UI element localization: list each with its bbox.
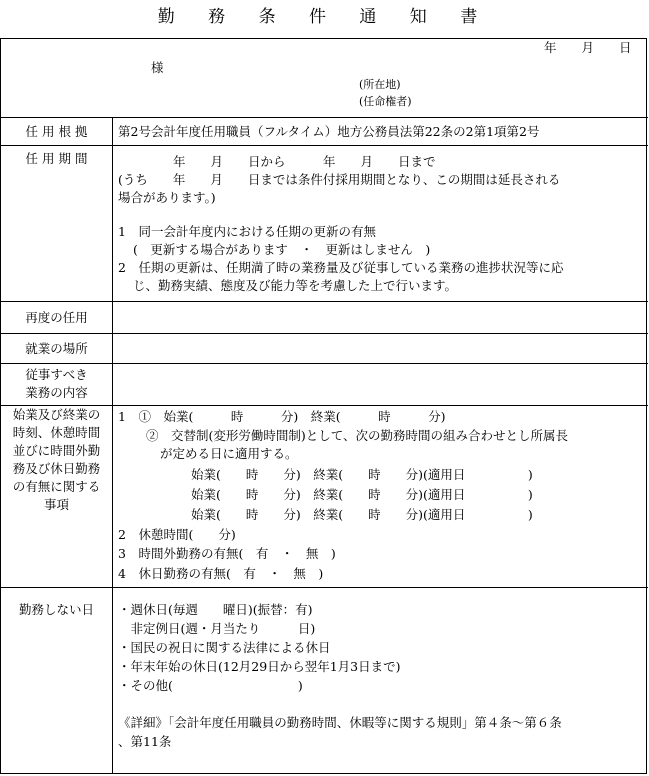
shift-system: ② 交替制(変形労働時間制)として、次の勤務時間の組み合わせとし所属長 [146, 428, 569, 443]
duties-label-1: 従事すべき [25, 367, 88, 382]
authority-label: (任命権者) [359, 95, 412, 108]
divider [1, 333, 648, 334]
break-time: 2 休憩時間( 分) [118, 527, 236, 542]
overtime-flag: 3 時間外勤務の有無( 有 ・ 無 ) [118, 546, 336, 561]
irregular-holiday: 非定例日(週・月当たり 日) [118, 621, 316, 636]
shift-row: 始業( 時 分) 終業( 時 分)(適用日 ) [191, 507, 533, 522]
period-label: 任 用 期 間 [25, 151, 88, 166]
basis-label: 任 用 根 拠 [25, 124, 88, 139]
document-title: 勤 務 条 件 通 知 書 [157, 7, 492, 27]
holiday-detail-cont: 、第11条 [118, 734, 172, 749]
recipient-suffix: 様 [151, 60, 164, 75]
hours-label-2: 時刻、休憩時間 [12, 425, 101, 440]
hours-label-3: 並びに時間外勤 [12, 443, 101, 458]
divider [1, 117, 648, 118]
basis-value: 第2号会計年度任用職員（フルタイム）地方公務員法第22条の2第1項第2号 [118, 124, 540, 139]
divider [1, 363, 648, 364]
period-range: 年 月 日から 年 月 日まで [173, 154, 436, 169]
reappointment-label: 再度の任用 [25, 310, 88, 325]
shift-row: 始業( 時 分) 終業( 時 分)(適用日 ) [191, 487, 533, 502]
fixed-hours: 1 ① 始業( 時 分) 終業( 時 分) [118, 409, 446, 424]
divider [1, 301, 648, 302]
shift-system-cont: が定める日に適用する。 [160, 446, 298, 461]
hours-label-1: 始業及び終業の [12, 407, 101, 422]
holiday-work-flag: 4 休日勤務の有無( 有 ・ 無 ) [118, 566, 324, 581]
other-holiday: ・その他( ) [118, 678, 303, 693]
location-label: (所在地) [359, 78, 401, 91]
national-holiday: ・国民の祝日に関する法律による休日 [118, 640, 331, 655]
issue-date: 年 月 日 [544, 40, 632, 55]
renewal-criteria: 2 任期の更新は、任期満了時の業務量及び従事している業務の進捗状況等に応 [118, 260, 564, 275]
holidays-label: 勤務しない日 [18, 602, 94, 617]
probation-note-cont: 場合があります。) [118, 190, 216, 205]
form-frame [0, 38, 647, 774]
divider [1, 587, 648, 588]
shift-row: 始業( 時 分) 終業( 時 分)(適用日 ) [191, 467, 533, 482]
hours-label-6: 事項 [43, 497, 69, 512]
renewal-criteria-cont: じ、勤務実績、態度及び能力等を考慮した上で行います。 [133, 278, 458, 293]
holiday-detail: 《詳細》「会計年度任用職員の勤務時間、休暇等に関する規則」第４条～第６条 [118, 715, 562, 730]
renewal-options: ( 更新する場合があります ・ 更新はしません ) [133, 242, 431, 257]
hours-label-5: の有無に関する [12, 479, 101, 494]
weekly-holiday: ・週休日(毎週 曜日)(振替：有) [118, 602, 313, 617]
renewal-item: 1 同一会計年度内における任期の更新の有無 [118, 224, 376, 239]
hours-label-4: 務及び休日勤務 [12, 461, 101, 476]
divider [1, 145, 648, 146]
duties-label-2: 業務の内容 [25, 385, 88, 400]
column-divider [112, 117, 113, 774]
newyear-holiday: ・年末年始の休日(12月29日から翌年1月3日まで) [118, 659, 401, 674]
probation-note: (うち 年 月 日までは条件付採用期間となり、この期間は延長される [118, 172, 561, 187]
workplace-label: 就業の場所 [25, 341, 88, 356]
